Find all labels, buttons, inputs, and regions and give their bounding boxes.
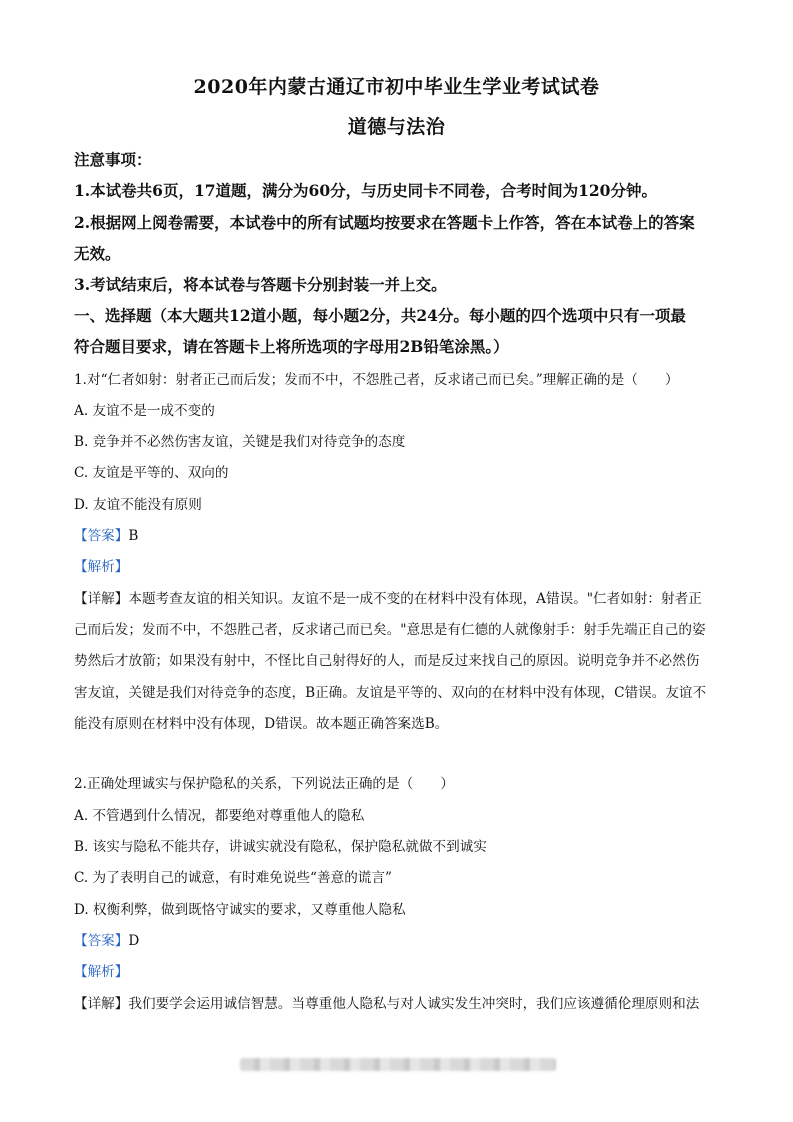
question-1-detail-line-1 [74,589,724,609]
analysis-tag: 【解析】 [74,559,129,575]
answer-tag: 【答案】 [74,933,129,949]
question-2-stem: 2.正确处理诚实与保护隐私的关系，下列说法正确的是（ ） [74,776,454,792]
analysis-tag: 【解析】 [74,964,129,980]
question-1-analysis-tag [74,557,724,577]
answer-tag: 【答案】 [74,528,129,544]
detail-text: 我们要学会运用诚信智慧。当尊重他人隐私与对人诚实发生冲突时，我们应该遵循伦理原则和法 [128,996,700,1012]
question-1-stem: 1.对“仁者如射：射者正己而后发；发而不中，不怨胜己者，反求诸己而已矣。”理解正确的是（ ） [74,372,679,388]
question-1-option-b: B. 竞争并不必然伤害友谊，关键是我们对待竞争的态度 [74,434,406,450]
answer-value: D [128,933,140,949]
notice-item-2-line-1: 2.根据网上阅卷需要，本试卷中的所有试题均按要求在答题卡上作答，答在本试卷上的答案 [74,213,695,232]
question-1-detail-line-4: 害友谊，关键是我们对待竞争的态度，B正确。友谊是平等的、双向的在材料中没有体现，C错误。友谊不 [74,685,707,701]
question-1-option-a: A. 友谊不是一成不变的 [74,403,215,419]
answer-value: B [128,528,139,544]
question-2-option-c: C. 为了表明自己的诚意，有时难免说些“善意的谎言” [74,870,392,886]
question-1-answer [74,526,724,546]
question-1-option-c: C. 友谊是平等的、双向的 [74,465,229,481]
blurred-footer-watermark [240,1058,556,1071]
question-1-detail-line-3: 势然后才放箭；如果没有射中，不怪比自己射得好的人，而是反过来找自己的原因。说明竞争并不必然伤 [74,653,700,669]
section-heading-line-1: 一、选择题（本大题共12道小题，每小题2分，共24分。每小题的四个选项中只有一项最 [74,306,686,325]
detail-tag: 【详解】 [74,996,129,1012]
question-1-option-d: D. 友谊不能没有原则 [74,497,202,513]
question-1-detail-line-2: 己而后发；发而不中，不怨胜己者，反求诸己而已矣。"意思是有仁德的人就像射手：射手先端正自己的姿 [74,622,706,638]
exam-title: 2020年内蒙古通辽市初中毕业生学业考试试卷 [193,76,600,98]
question-2-option-d: D. 权衡利弊，做到既恪守诚实的要求，又尊重他人隐私 [74,902,406,918]
detail-tag: 【详解】 [74,591,129,607]
question-2-option-a: A. 不管遇到什么情况，都要绝对尊重他人的隐私 [74,808,365,824]
notice-item-1: 1.本试卷共6页，17道题，满分为60分，与历史同卡不同卷，合考时间为120分钟。 [74,181,657,200]
notice-heading: 注意事项： [74,150,152,169]
question-1-detail-line-5: 能没有原则在材料中没有体现，D错误。故本题正确答案选B。 [74,716,449,732]
notice-item-3: 3.考试结束后，将本试卷与答题卡分别封装一并上交。 [74,275,447,294]
notice-item-2-line-2: 无效。 [74,244,121,263]
detail-text: 本题考查友谊的相关知识。友谊不是一成不变的在材料中没有体现，A错误。"仁者如射：射者正 [128,591,702,607]
question-2-detail-line-1 [74,994,724,1014]
question-2-answer [74,931,724,951]
question-2-analysis-tag [74,962,724,982]
question-2-option-b: B. 该实与隐私不能共存，讲诚实就没有隐私，保护隐私就做不到诚实 [74,839,487,855]
exam-subject: 道德与法治 [347,116,446,138]
section-heading-line-2: 符合题目要求，请在答题卡上将所选项的字母用2B铅笔涂黑。） [74,337,509,356]
